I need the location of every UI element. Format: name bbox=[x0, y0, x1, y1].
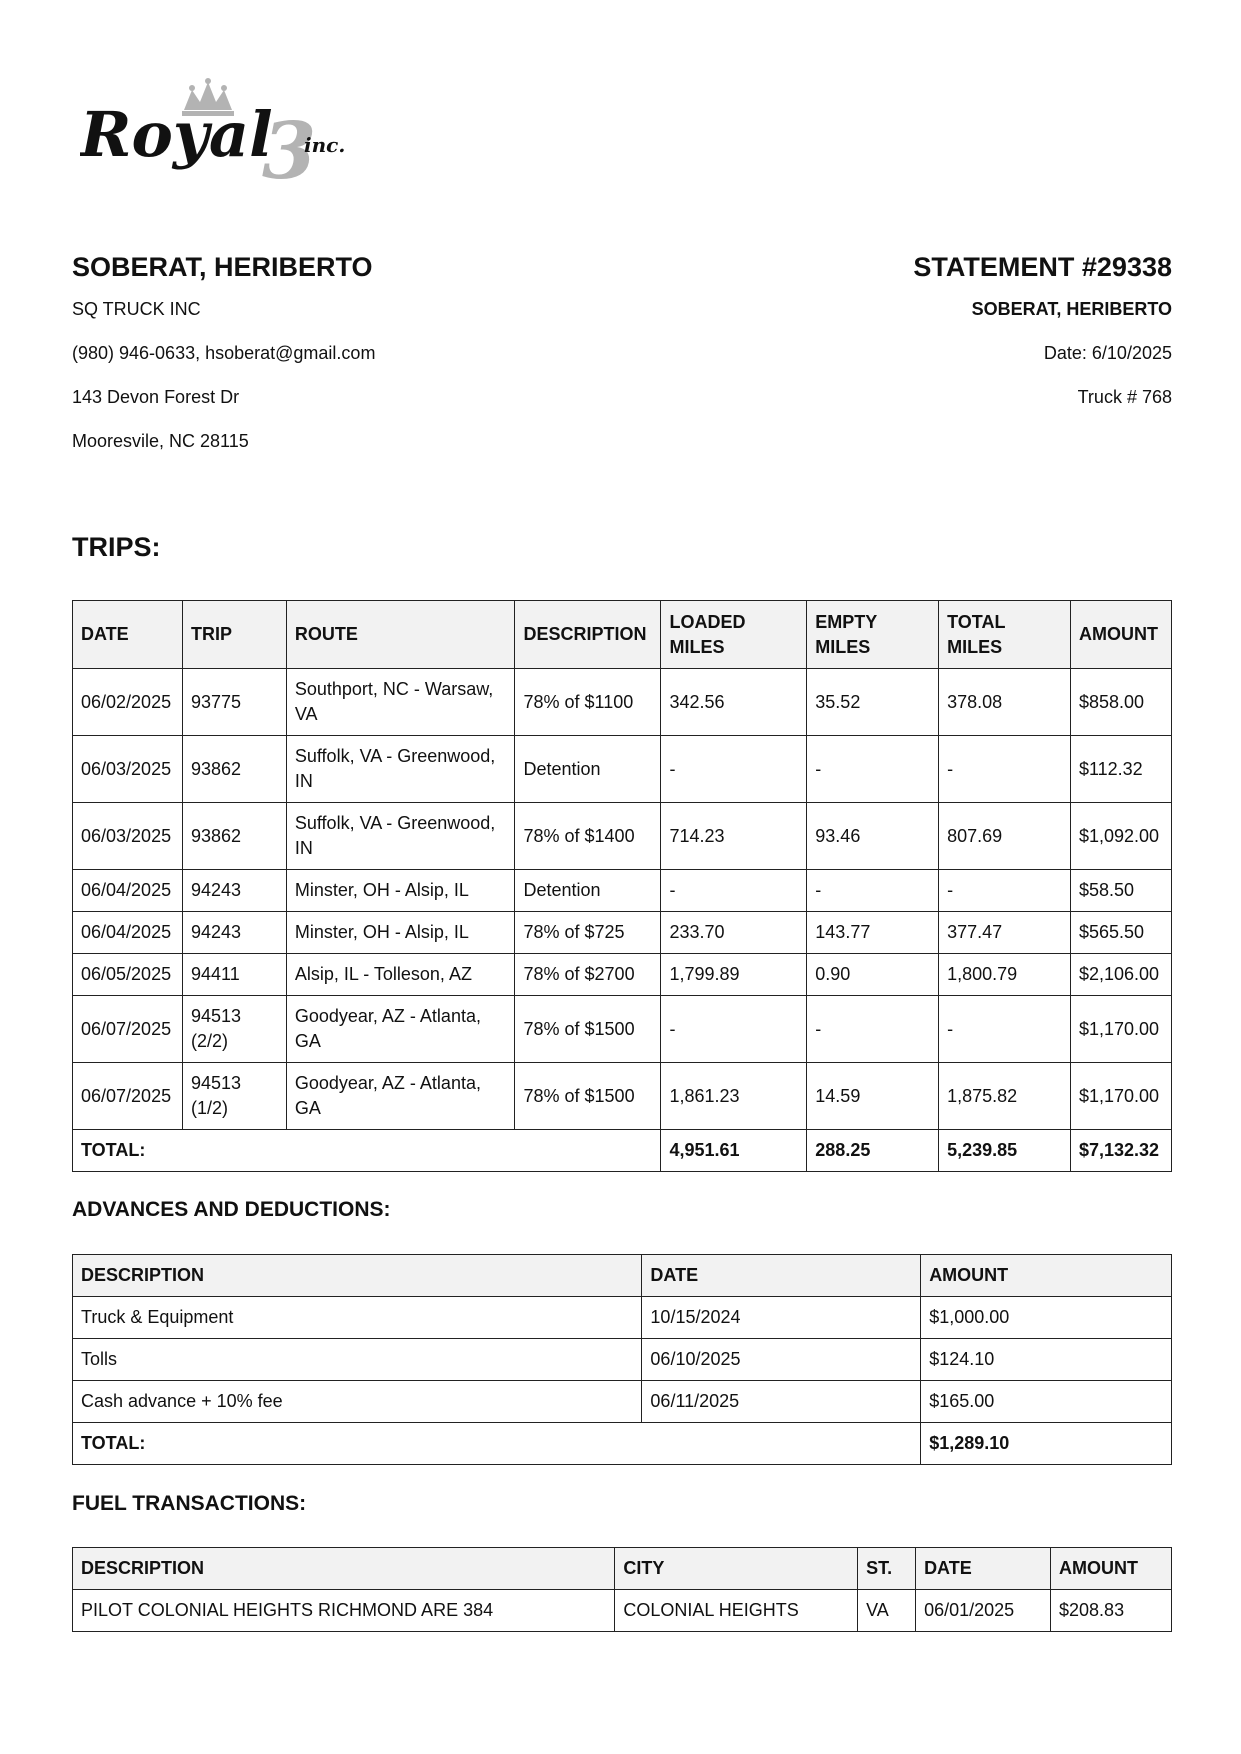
col-header-trip: TRIP bbox=[182, 601, 286, 669]
cell-empty-miles: - bbox=[807, 736, 939, 803]
table-header-row bbox=[73, 1255, 1172, 1297]
statement-date: Date: 6/10/2025 bbox=[1043, 343, 1172, 363]
cell-empty-miles: 93.46 bbox=[807, 803, 939, 870]
cell-total-miles: 1,800.79 bbox=[939, 954, 1071, 996]
col-header-state: ST. bbox=[858, 1548, 916, 1590]
cell-trip: 93862 bbox=[182, 736, 286, 803]
table-row bbox=[73, 870, 1172, 912]
cell-description: 78% of $1400 bbox=[515, 803, 661, 870]
driver-address-line2: Mooresvile, NC 28115 bbox=[72, 431, 249, 451]
cell-loaded-miles: - bbox=[661, 996, 807, 1063]
cell-total-miles: - bbox=[939, 736, 1071, 803]
cell-description: 78% of $725 bbox=[515, 912, 661, 954]
cell-description: Cash advance + 10% fee bbox=[73, 1381, 642, 1423]
col-header-amount: AMOUNT bbox=[1051, 1548, 1172, 1590]
cell-trip: 94513 (1/2) bbox=[182, 1063, 286, 1130]
driver-name: SOBERAT, HERIBERTO bbox=[72, 252, 373, 282]
table-row bbox=[73, 1381, 1172, 1423]
fuel-table bbox=[72, 1547, 1172, 1632]
svg-text:inc.: inc. bbox=[304, 133, 346, 157]
cell-date: 06/02/2025 bbox=[73, 669, 183, 736]
cell-description: PILOT COLONIAL HEIGHTS RICHMOND ARE 384 bbox=[73, 1590, 615, 1632]
cell-empty-miles: 143.77 bbox=[807, 912, 939, 954]
cell-trip: 94243 bbox=[182, 870, 286, 912]
cell-amount: $2,106.00 bbox=[1070, 954, 1171, 996]
cell-loaded-miles: 233.70 bbox=[661, 912, 807, 954]
cell-date: 06/03/2025 bbox=[73, 803, 183, 870]
cell-total-miles: 1,875.82 bbox=[939, 1063, 1071, 1130]
table-header-row bbox=[73, 1548, 1172, 1590]
col-header-description: DESCRIPTION bbox=[73, 1255, 642, 1297]
cell-empty-miles: - bbox=[807, 996, 939, 1063]
cell-city: COLONIAL HEIGHTS bbox=[615, 1590, 858, 1632]
col-header-city: CITY bbox=[615, 1548, 858, 1590]
cell-description: 78% of $1500 bbox=[515, 996, 661, 1063]
table-row bbox=[73, 1063, 1172, 1130]
cell-amount: $1,170.00 bbox=[1070, 1063, 1171, 1130]
total-amount: $1,289.10 bbox=[921, 1423, 1172, 1465]
cell-description: Detention bbox=[515, 870, 661, 912]
cell-description: 78% of $1500 bbox=[515, 1063, 661, 1130]
cell-total-miles: 378.08 bbox=[939, 669, 1071, 736]
trips-total-row bbox=[73, 1130, 1172, 1172]
truck-number: Truck # 768 bbox=[1077, 387, 1172, 407]
company-logo bbox=[80, 78, 380, 188]
advances-table bbox=[72, 1254, 1172, 1465]
cell-route: Southport, NC - Warsaw, VA bbox=[286, 669, 515, 736]
cell-total-miles: - bbox=[939, 870, 1071, 912]
cell-amount: $1,092.00 bbox=[1070, 803, 1171, 870]
table-row bbox=[73, 1590, 1172, 1632]
table-row bbox=[73, 669, 1172, 736]
cell-amount: $58.50 bbox=[1070, 870, 1171, 912]
cell-trip: 94411 bbox=[182, 954, 286, 996]
col-header-description: DESCRIPTION bbox=[73, 1548, 615, 1590]
col-header-total-miles: TOTAL MILES bbox=[939, 601, 1071, 669]
cell-amount: $1,170.00 bbox=[1070, 996, 1171, 1063]
cell-loaded-miles: 342.56 bbox=[661, 669, 807, 736]
cell-date: 06/10/2025 bbox=[642, 1339, 921, 1381]
cell-description: Truck & Equipment bbox=[73, 1297, 642, 1339]
cell-empty-miles: 35.52 bbox=[807, 669, 939, 736]
cell-route: Goodyear, AZ - Atlanta, GA bbox=[286, 1063, 515, 1130]
cell-route: Minster, OH - Alsip, IL bbox=[286, 912, 515, 954]
cell-date: 06/04/2025 bbox=[73, 912, 183, 954]
trips-table bbox=[72, 600, 1172, 1172]
driver-info bbox=[72, 248, 672, 474]
table-row bbox=[73, 954, 1172, 996]
cell-date: 06/01/2025 bbox=[916, 1590, 1051, 1632]
cell-total-miles: - bbox=[939, 996, 1071, 1063]
cell-loaded-miles: - bbox=[661, 870, 807, 912]
col-header-empty-miles: EMPTY MILES bbox=[807, 601, 939, 669]
cell-amount: $165.00 bbox=[921, 1381, 1172, 1423]
table-row bbox=[73, 996, 1172, 1063]
cell-total-miles: 377.47 bbox=[939, 912, 1071, 954]
total-label: TOTAL: bbox=[73, 1130, 661, 1172]
col-header-date: DATE bbox=[73, 601, 183, 669]
cell-route: Alsip, IL - Tolleson, AZ bbox=[286, 954, 515, 996]
cell-loaded-miles: - bbox=[661, 736, 807, 803]
table-header-row bbox=[73, 601, 1172, 669]
table-row bbox=[73, 736, 1172, 803]
col-header-description: DESCRIPTION bbox=[515, 601, 661, 669]
cell-route: Minster, OH - Alsip, IL bbox=[286, 870, 515, 912]
fuel-title: FUEL TRANSACTIONS: bbox=[72, 1492, 307, 1515]
driver-company: SQ TRUCK INC bbox=[72, 299, 201, 319]
cell-route: Goodyear, AZ - Atlanta, GA bbox=[286, 996, 515, 1063]
cell-date: 06/07/2025 bbox=[73, 996, 183, 1063]
cell-description: Tolls bbox=[73, 1339, 642, 1381]
trips-title: TRIPS: bbox=[72, 532, 161, 562]
cell-date: 06/04/2025 bbox=[73, 870, 183, 912]
cell-route: Suffolk, VA - Greenwood, IN bbox=[286, 803, 515, 870]
total-loaded-miles: 4,951.61 bbox=[661, 1130, 807, 1172]
svg-text:3: 3 bbox=[262, 106, 317, 188]
cell-state: VA bbox=[858, 1590, 916, 1632]
col-header-amount: AMOUNT bbox=[921, 1255, 1172, 1297]
cell-date: 06/05/2025 bbox=[73, 954, 183, 996]
cell-trip: 94513 (2/2) bbox=[182, 996, 286, 1063]
table-row bbox=[73, 803, 1172, 870]
col-header-amount: AMOUNT bbox=[1070, 601, 1171, 669]
cell-date: 06/11/2025 bbox=[642, 1381, 921, 1423]
cell-amount: $858.00 bbox=[1070, 669, 1171, 736]
advances-total-row bbox=[73, 1423, 1172, 1465]
statement-number: STATEMENT #29338 bbox=[913, 252, 1172, 282]
cell-route: Suffolk, VA - Greenwood, IN bbox=[286, 736, 515, 803]
cell-description: 78% of $2700 bbox=[515, 954, 661, 996]
col-header-loaded-miles: LOADED MILES bbox=[661, 601, 807, 669]
cell-amount: $124.10 bbox=[921, 1339, 1172, 1381]
driver-contact: (980) 946-0633, hsoberat@gmail.com bbox=[72, 343, 376, 363]
total-miles: 5,239.85 bbox=[939, 1130, 1071, 1172]
cell-empty-miles: 0.90 bbox=[807, 954, 939, 996]
statement-driver-name: SOBERAT, HERIBERTO bbox=[971, 299, 1172, 319]
advances-title: ADVANCES AND DEDUCTIONS: bbox=[72, 1198, 391, 1221]
col-header-date: DATE bbox=[916, 1548, 1051, 1590]
cell-empty-miles: 14.59 bbox=[807, 1063, 939, 1130]
svg-text:Royal: Royal bbox=[80, 98, 273, 171]
total-label: TOTAL: bbox=[73, 1423, 921, 1465]
cell-trip: 93775 bbox=[182, 669, 286, 736]
cell-amount: $565.50 bbox=[1070, 912, 1171, 954]
cell-trip: 93862 bbox=[182, 803, 286, 870]
cell-amount: $208.83 bbox=[1051, 1590, 1172, 1632]
table-row bbox=[73, 1297, 1172, 1339]
total-empty-miles: 288.25 bbox=[807, 1130, 939, 1172]
table-row bbox=[73, 912, 1172, 954]
col-header-date: DATE bbox=[642, 1255, 921, 1297]
royal3-logo-icon bbox=[80, 78, 380, 188]
driver-address-line1: 143 Devon Forest Dr bbox=[72, 387, 240, 407]
cell-empty-miles: - bbox=[807, 870, 939, 912]
cell-trip: 94243 bbox=[182, 912, 286, 954]
cell-date: 06/07/2025 bbox=[73, 1063, 183, 1130]
cell-amount: $1,000.00 bbox=[921, 1297, 1172, 1339]
total-amount: $7,132.32 bbox=[1070, 1130, 1171, 1172]
cell-loaded-miles: 1,799.89 bbox=[661, 954, 807, 996]
statement-info bbox=[672, 248, 1172, 430]
statement-page bbox=[72, 0, 1172, 1754]
cell-description: Detention bbox=[515, 736, 661, 803]
cell-loaded-miles: 714.23 bbox=[661, 803, 807, 870]
cell-loaded-miles: 1,861.23 bbox=[661, 1063, 807, 1130]
table-row bbox=[73, 1339, 1172, 1381]
cell-amount: $112.32 bbox=[1070, 736, 1171, 803]
col-header-route: ROUTE bbox=[286, 601, 515, 669]
cell-description: 78% of $1100 bbox=[515, 669, 661, 736]
cell-date: 10/15/2024 bbox=[642, 1297, 921, 1339]
cell-date: 06/03/2025 bbox=[73, 736, 183, 803]
cell-total-miles: 807.69 bbox=[939, 803, 1071, 870]
